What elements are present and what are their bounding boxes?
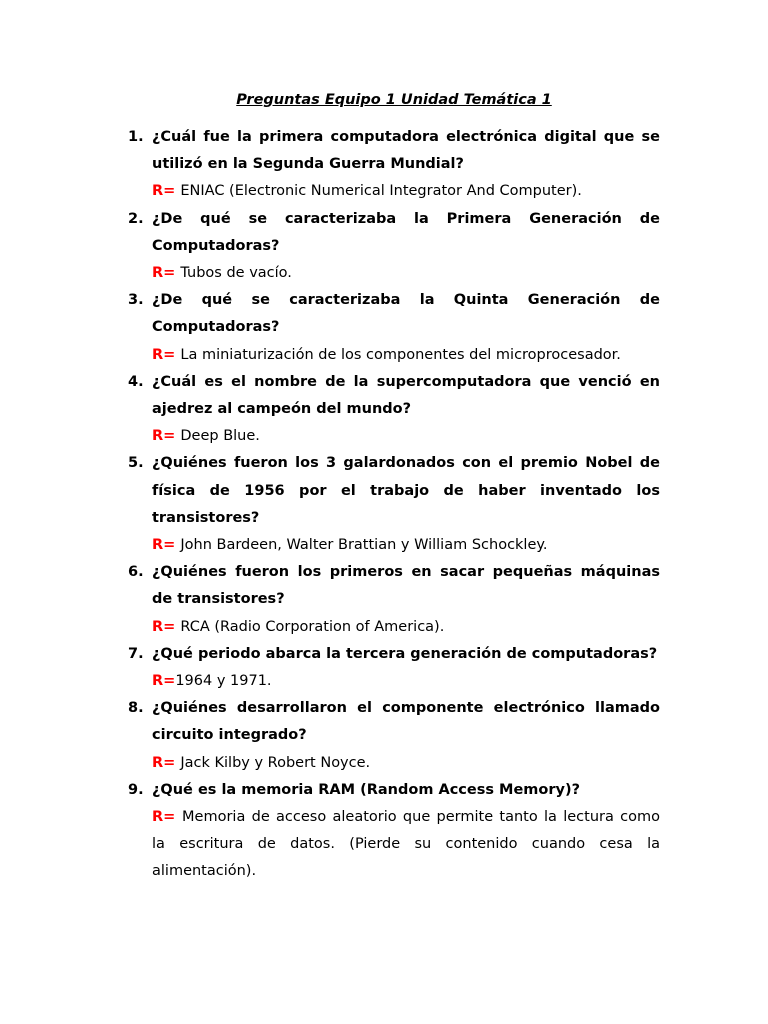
question-text: ¿Cuál fue la primera computadora electrónica digital que se utilizó en la Segunda Guerra Mundial?: [152, 129, 660, 173]
question-item-6: [128, 559, 660, 641]
question-text: ¿Quiénes fueron los 3 galardonados con el premio Nobel de física de 1956 por el trabajo de haber inventado los transistores?: [152, 455, 660, 526]
question-number: 3.: [128, 292, 144, 309]
answer-line: [152, 260, 660, 287]
answer-line: [152, 178, 660, 205]
question-item-2: [128, 206, 660, 288]
question-number: 6.: [128, 564, 144, 581]
answer-line: [152, 750, 660, 777]
question-number: 4.: [128, 373, 144, 390]
answer-line: [152, 532, 660, 559]
question-text: ¿Cuál es el nombre de la supercomputadora que venció en ajedrez al campeón del mundo?: [152, 373, 660, 418]
question-item-4: [128, 369, 660, 451]
answer-label: R=: [152, 809, 183, 826]
answer-label: R=: [152, 754, 181, 771]
question-number: 9.: [128, 781, 144, 798]
answer-text: La miniaturización de los componentes del microprocesador.: [180, 346, 621, 363]
answer-label: R=: [152, 265, 181, 282]
answer-text: Deep Blue.: [180, 428, 260, 445]
answer-line: [152, 668, 660, 695]
answer-label: R=: [152, 183, 181, 200]
question-text: ¿Qué es la memoria RAM (Random Access Memory)?: [152, 781, 581, 798]
document-title: Preguntas Equipo 1 Unidad Temática 1: [236, 92, 552, 108]
question-item-8: [128, 695, 660, 777]
answer-line: [152, 423, 660, 450]
question-list: [128, 124, 660, 886]
answer-label: R=: [152, 537, 181, 554]
answer-text: ENIAC (Electronic Numerical Integrator And Computer).: [180, 183, 582, 200]
answer-text: Tubos de vacío.: [180, 265, 292, 282]
question-number: 1.: [128, 129, 144, 145]
question-number: 8.: [128, 700, 144, 717]
question-item-3: [128, 287, 660, 369]
question-text: ¿Quiénes desarrollaron el componente electrónico llamado circuito integrado?: [152, 700, 660, 744]
question-number: 5.: [128, 455, 144, 472]
answer-text: John Bardeen, Walter Brattian y William Schockley.: [180, 537, 548, 554]
answer-label: R=: [152, 346, 181, 363]
question-item-7: [128, 641, 660, 695]
question-text: ¿De qué se caracterizaba la Primera Generación de Computadoras?: [152, 210, 660, 254]
question-item-5: [128, 450, 660, 559]
answer-text: Jack Kilby y Robert Noyce.: [180, 754, 371, 771]
question-number: 2.: [128, 210, 144, 227]
question-item-1: [128, 124, 660, 206]
answer-text: RCA (Radio Corporation of America).: [180, 618, 445, 635]
question-text: ¿Quiénes fueron los primeros en sacar pequeñas máquinas de transistores?: [152, 564, 660, 608]
question-text: ¿De qué se caracterizaba la Quinta Generación de Computadoras?: [152, 292, 660, 336]
answer-line: [152, 342, 660, 369]
question-number: 7.: [128, 645, 144, 662]
answer-label: R=: [152, 428, 181, 445]
answer-line: [152, 614, 660, 641]
answer-text: Memoria de acceso aleatorio que permite tanto la lectura como la escritura de datos. (Pierde su contenido cuando cesa la alimentación).: [152, 809, 660, 880]
answer-line: [152, 804, 660, 886]
question-item-9: [128, 777, 660, 886]
answer-text: 1964 y 1971.: [175, 673, 272, 690]
question-text: ¿Qué periodo abarca la tercera generación de computadoras?: [152, 645, 658, 662]
answer-label: R=: [152, 618, 181, 635]
answer-label: R=: [152, 673, 176, 690]
